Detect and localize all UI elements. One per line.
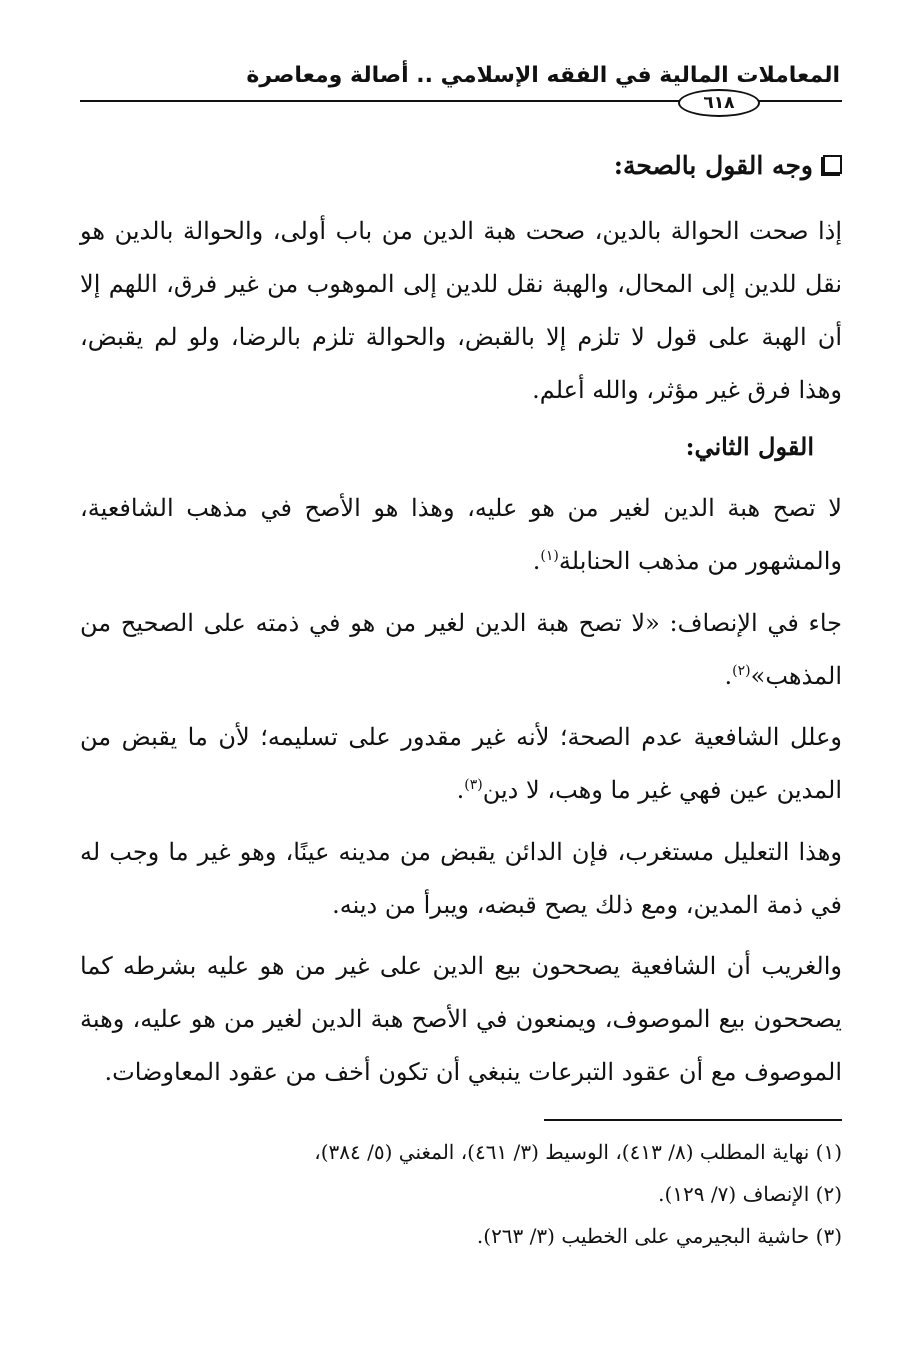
paragraph-reasoning-critique: وهذا التعليل مستغرب، فإن الدائن يقبض من مدينه عينًا، وهو غير ما وجب له في ذمة المدين، ومع ذلك يصح قبضه، ويبرأ من دينه. xyxy=(80,838,842,919)
section-heading-text: وجه القول بالصحة: xyxy=(613,151,813,180)
paragraph-validity-reason: إذا صحت الحوالة بالدين، صحت هبة الدين من باب أولى، والحوالة بالدين هو نقل للدين إلى المحال، والهبة نقل للدين إلى الموهوب من غير فرق، اللهم إلا أن الهبة على قول لا تلزم إلا بالقبض، والحوالة تلزم بالرضا، ولو لم يقبض، وهذا فرق غير مؤثر، والله أعلم. xyxy=(80,217,842,404)
footnote-separator xyxy=(544,1119,842,1121)
footnote-ref-1: (١) xyxy=(540,548,559,564)
header-rule-left xyxy=(80,100,680,102)
footnote-2: (٢) الإنصاف (٧/ ١٢٩). xyxy=(658,1182,842,1206)
header-rule-right xyxy=(756,100,842,102)
paragraph-end: . xyxy=(456,776,465,804)
footnote-3: (٣) حاشية البجيرمي على الخطيب (٣/ ٢٦٣). xyxy=(476,1224,842,1248)
running-header-title: المعاملات المالية في الفقه الإسلامي .. أصالة ومعاصرة xyxy=(246,63,840,88)
page-number: ٦١٨ xyxy=(678,89,760,117)
paragraph-shafii-reasoning xyxy=(80,711,842,817)
paragraph-second-opinion xyxy=(80,482,842,588)
paragraph-insaf-quote xyxy=(80,597,842,703)
paragraph-end: . xyxy=(724,662,733,690)
second-opinion-heading: القول الثاني: xyxy=(685,432,814,461)
footnote-ref-2: (٢) xyxy=(732,663,751,679)
paragraph-strange-position: والغريب أن الشافعية يصححون بيع الدين على غير من هو عليه بشرطه كما يصححون بيع الموصوف، ويمنعون في الأصح هبة الدين لغير من هو عليه، وهبة الموصوف مع أن عقود التبرعات ينبغي أن تكون أخف من عقود المعاوضات. xyxy=(80,952,842,1086)
checkbox-bullet-icon xyxy=(823,155,842,174)
paragraph-end: . xyxy=(532,547,541,575)
paragraph-text: جاء في الإنصاف: «لا تصح هبة الدين لغير من هو في ذمته على الصحيح من المذهب» xyxy=(80,609,842,690)
footnote-ref-3: (٣) xyxy=(464,777,483,793)
section-heading xyxy=(80,146,842,186)
paragraph-text: وعلل الشافعية عدم الصحة؛ لأنه غير مقدور على تسليمه؛ لأن ما يقبض من المدين عين فهي غير ما وهب، لا دين xyxy=(80,723,842,804)
paragraph-text: لا تصح هبة الدين لغير من هو عليه، وهذا هو الأصح في مذهب الشافعية، والمشهور من مذهب الحنابلة xyxy=(80,494,842,575)
footnote-1: (١) نهاية المطلب (٨/ ٤١٣)، الوسيط (٣/ ٤٦١)، المغني (٥/ ٣٨٤)، xyxy=(314,1140,842,1164)
